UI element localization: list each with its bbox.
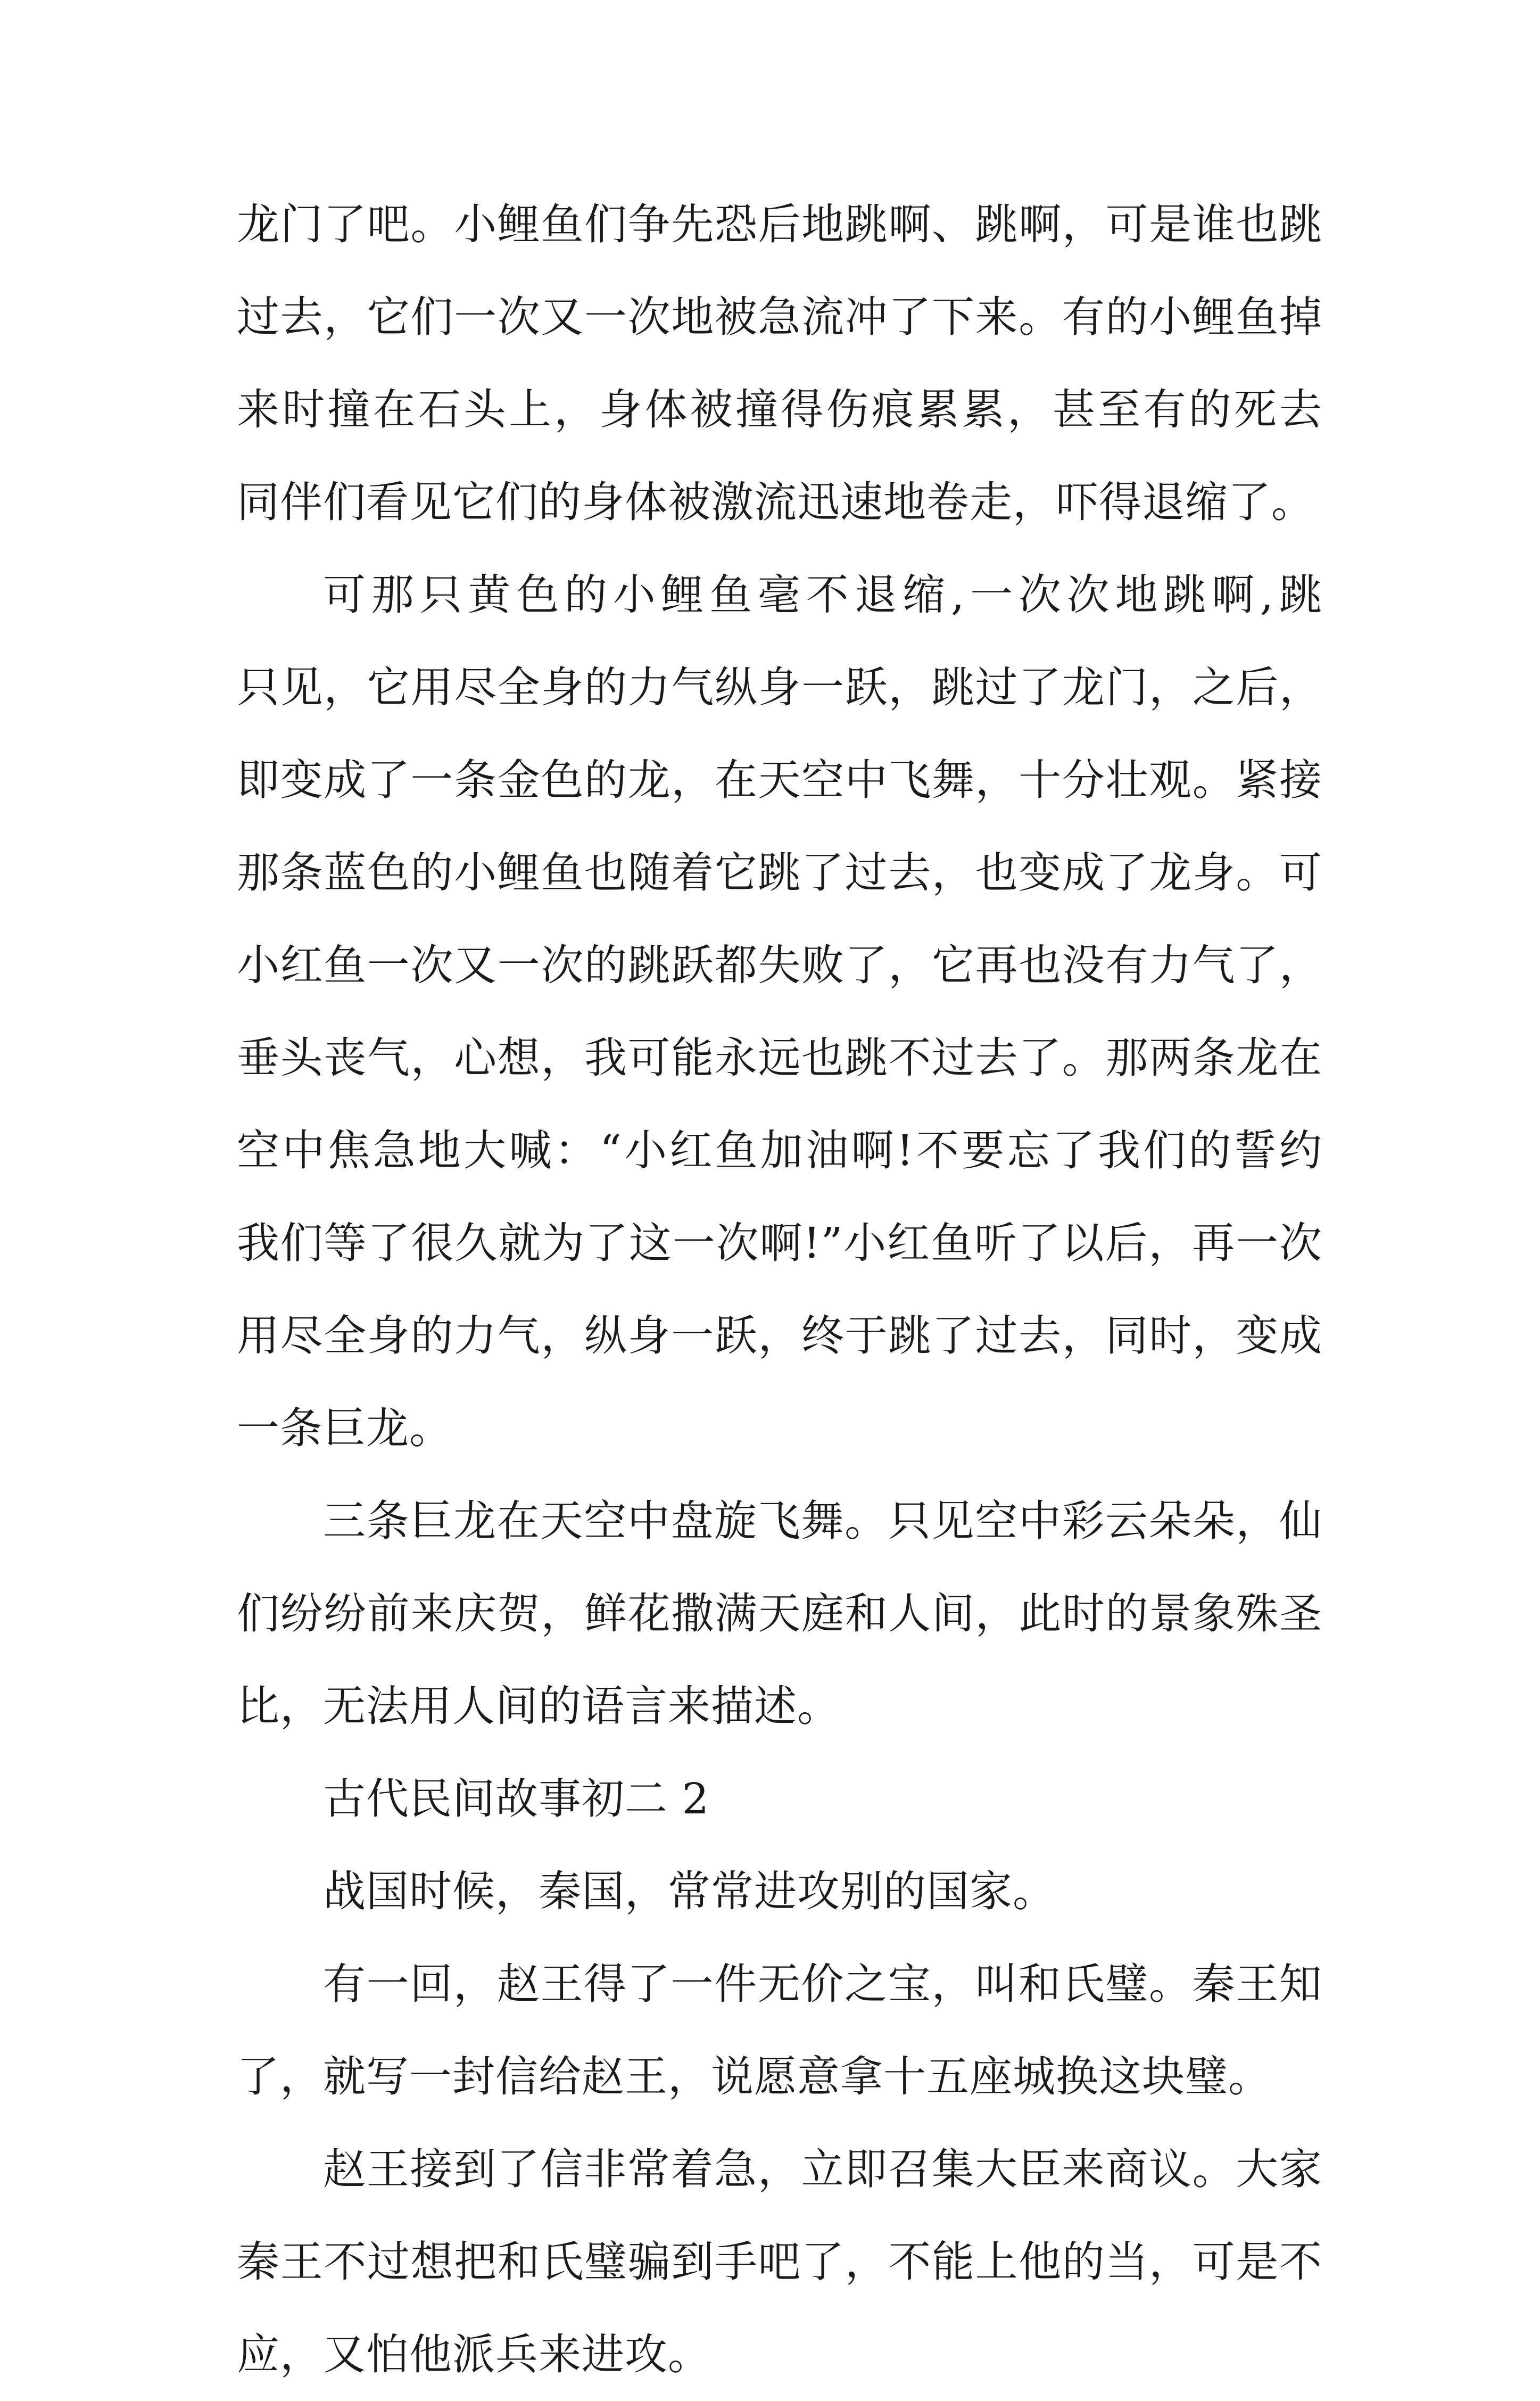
text-line: 秦王不过想把和氏璧骗到手吧了，不能上他的当，可是不 (237, 2237, 1322, 2287)
text-line: 垂头丧气，心想，我可能永远也跳不过去了。那两条龙在 (237, 1033, 1322, 1083)
text-line: 战国时候，秦国，常常进攻别的国家。 (323, 1867, 1056, 1916)
text-line: 赵王接到了信非常着急，立即召集大臣来商议。大家 (323, 2144, 1322, 2194)
text-line: 应，又怕他派兵来进攻。 (237, 2330, 711, 2379)
text-line: 小红鱼一次又一次的跳跃都失败了，它再也没有力气了， (237, 940, 1322, 990)
text-line: 龙门了吧。小鲤鱼们争先恐后地跳啊、跳啊，可是谁也跳 (237, 200, 1322, 249)
text-line: 古代民间故事初二 2 (323, 1774, 710, 1824)
text-line: 可那只黄色的小鲤鱼毫不退缩,一次次地跳啊,跳 (323, 570, 1322, 620)
text-line: 一条巨龙。 (237, 1404, 452, 1453)
text-line: 们纷纷前来庆贺，鲜花撒满天庭和人间，此时的景象殊圣 (237, 1589, 1322, 1638)
text-line: 同伴们看见它们的身体被激流迅速地卷走，吓得退缩了。 (237, 477, 1314, 527)
text-line: 我们等了很久就为了这一次啊!”小红鱼听了以后，再一次 (237, 1218, 1322, 1268)
text-line: 比，无法用人间的语言来描述。 (237, 1681, 840, 1731)
document-body (237, 178, 1322, 2401)
text-line: 用尽全身的力气，纵身一跃，终于跳了过去，同时，变成 (237, 1311, 1322, 1360)
text-line: 了，就写一封信给赵王，说愿意拿十五座城换这块璧。 (237, 2052, 1271, 2101)
text-line: 即变成了一条金色的龙，在天空中飞舞，十分壮观。紧接 (237, 755, 1322, 805)
text-line: 有一回，赵王得了一件无价之宝，叫和氏璧。秦王知 (323, 1959, 1322, 2009)
text-line: 过去，它们一次又一次地被急流冲了下来。有的小鲤鱼掉 (237, 292, 1322, 342)
text-line: 只见，它用尽全身的力气纵身一跃，跳过了龙门，之后， (237, 663, 1322, 712)
text-line: 那条蓝色的小鲤鱼也随着它跳了过去，也变成了龙身。可 (237, 848, 1322, 897)
text-line: 来时撞在石头上，身体被撞得伤痕累累，甚至有的死去 (237, 385, 1322, 434)
text-line: 三条巨龙在天空中盘旋飞舞。只见空中彩云朵朵，仙 (323, 1496, 1322, 1546)
text-line: 空中焦急地大喊：“小红鱼加油啊!不要忘了我们的誓约 (237, 1126, 1322, 1175)
